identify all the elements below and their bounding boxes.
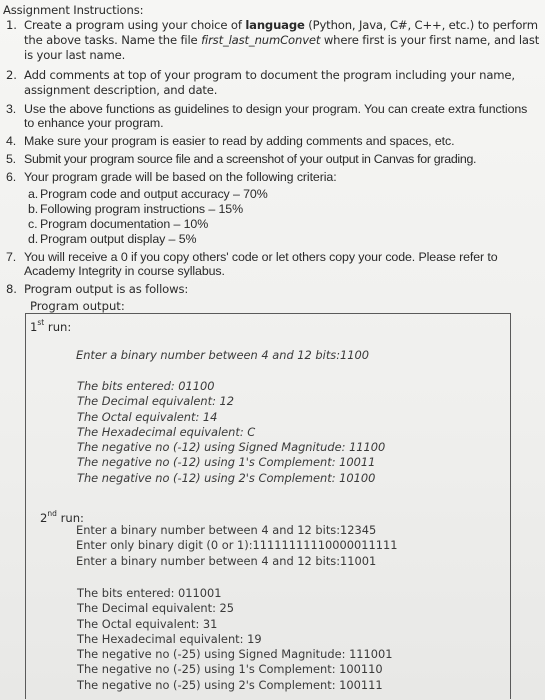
item-number: 7.: [6, 250, 17, 265]
run-2-result-line: The bits entered: 011001: [77, 586, 222, 600]
run-2-word: run:: [56, 510, 84, 525]
run-1-ordinal: 1: [30, 319, 38, 334]
criteria-item-d: [0, 232, 540, 247]
item-number: 8.: [6, 282, 17, 297]
instruction-item-7: [0, 250, 540, 278]
criteria-text: Program output display – 5%: [40, 232, 197, 247]
criteria-letter: a.: [28, 186, 39, 201]
run-1-label: [30, 316, 71, 335]
item-text: Your program grade will be based on the following criteria:: [24, 170, 337, 185]
item-number: 4.: [6, 134, 17, 149]
run-1-results: [77, 379, 385, 486]
criteria-letter: b.: [28, 201, 39, 216]
item-text-after: where first is your first name, and last is your last name.: [24, 33, 540, 63]
run-1-result-line: The bits entered: 01100: [77, 379, 215, 393]
item-text: Submit your program source file and a screenshot of your output in Canvas for grading.: [24, 152, 477, 167]
run-1-prompt: Enter a binary number between 4 and 12 bits:1100: [76, 348, 370, 362]
instruction-item-1: [0, 18, 540, 64]
item-text: You will receive a 0 if you copy others' code or let others copy your code. Please refer to Academy Integrity in course syllabus.: [24, 250, 498, 279]
item-text: Add comments at top of your program to document the program including your name, assignment description, and date.: [24, 67, 515, 97]
run-2-result-line: The negative no (-25) using 2's Complement: 100111: [77, 677, 383, 692]
criteria-item-b: [0, 202, 540, 217]
run-2-result-line: The Hexadecimal equivalent: 19: [77, 631, 262, 646]
instruction-item-5: [0, 152, 540, 167]
item-text-before: Create a program using your choice of: [24, 18, 246, 32]
criteria-letter: d.: [28, 232, 39, 247]
item-text-mid: (Python, Java, C#, C++, etc.) to perform the above tasks. Name the file: [24, 18, 538, 48]
instruction-item-6: [0, 170, 540, 185]
criteria-item-a: [0, 187, 540, 202]
item-number: 5.: [6, 152, 16, 167]
run-2-result-line: The Octal equivalent: 31: [77, 616, 218, 631]
instruction-item-3: [0, 102, 540, 130]
item-number: 6.: [6, 170, 17, 185]
run-1-result-line: The Hexadecimal equivalent: C: [77, 424, 256, 439]
run-2-suffix: nd: [47, 509, 57, 518]
run-2-results: [77, 586, 393, 693]
run-1-result-line: The negative no (-12) using Signed Magnitude: 11100: [77, 440, 386, 455]
instruction-item-2: [0, 68, 540, 98]
run-1-result-line: The negative no (-12) using 2's Complement: 10100: [77, 470, 376, 485]
criteria-item-c: [0, 217, 540, 232]
program-output-box: [25, 313, 511, 699]
run-1-result-line: The Octal equivalent: 14: [77, 409, 218, 424]
run-1-result-line: The Decimal equivalent: 12: [77, 394, 235, 409]
item-text: Make sure your program is easier to read by adding comments and spaces, etc.: [24, 134, 455, 149]
criteria-letter: c.: [28, 217, 38, 232]
criteria-text: Program code and output accuracy – 70%: [40, 186, 268, 201]
instruction-item-4: [0, 134, 540, 149]
item-number: 3.: [6, 102, 17, 117]
run-2-prompt-line: Enter a binary number between 4 and 12 bits:12345: [76, 523, 377, 537]
run-1-suffix: st: [37, 318, 45, 327]
instruction-list: [0, 18, 540, 298]
run-2-result-line: The negative no (-25) using Signed Magnitude: 111001: [77, 647, 393, 662]
run-2-prompts: [76, 523, 397, 569]
item-number: 2.: [6, 67, 17, 82]
criteria-text: Following program instructions – 15%: [40, 201, 244, 216]
run-1-result-line: The negative no (-12) using 1's Complement: 10011: [77, 455, 376, 470]
item-text-bold: language: [245, 18, 305, 32]
run-2-result-line: The Decimal equivalent: 25: [77, 601, 235, 616]
page-heading: Assignment Instructions:: [3, 3, 144, 17]
item-number: 1.: [6, 18, 17, 32]
item-text: Use the above functions as guidelines to design your program. You can create extra functions to enhance your program.: [24, 102, 528, 131]
run-2-prompt-line: Enter only binary digit (0 or 1):11111111110000011111: [76, 538, 398, 553]
instruction-item-8: [0, 282, 540, 297]
run-1-word: run:: [44, 319, 72, 334]
item-text-italic: first_last_numConvet: [201, 33, 321, 48]
program-output-label: Program output:: [30, 299, 125, 313]
run-2-result-line: The negative no (-25) using 1's Complement: 100110: [77, 662, 383, 677]
criteria-text: Program documentation – 10%: [40, 217, 209, 232]
item-text: Program output is as follows:: [24, 282, 189, 297]
run-2-prompt-line: Enter a binary number between 4 and 12 bits:11001: [76, 553, 377, 568]
run-2-ordinal: 2: [40, 510, 48, 525]
